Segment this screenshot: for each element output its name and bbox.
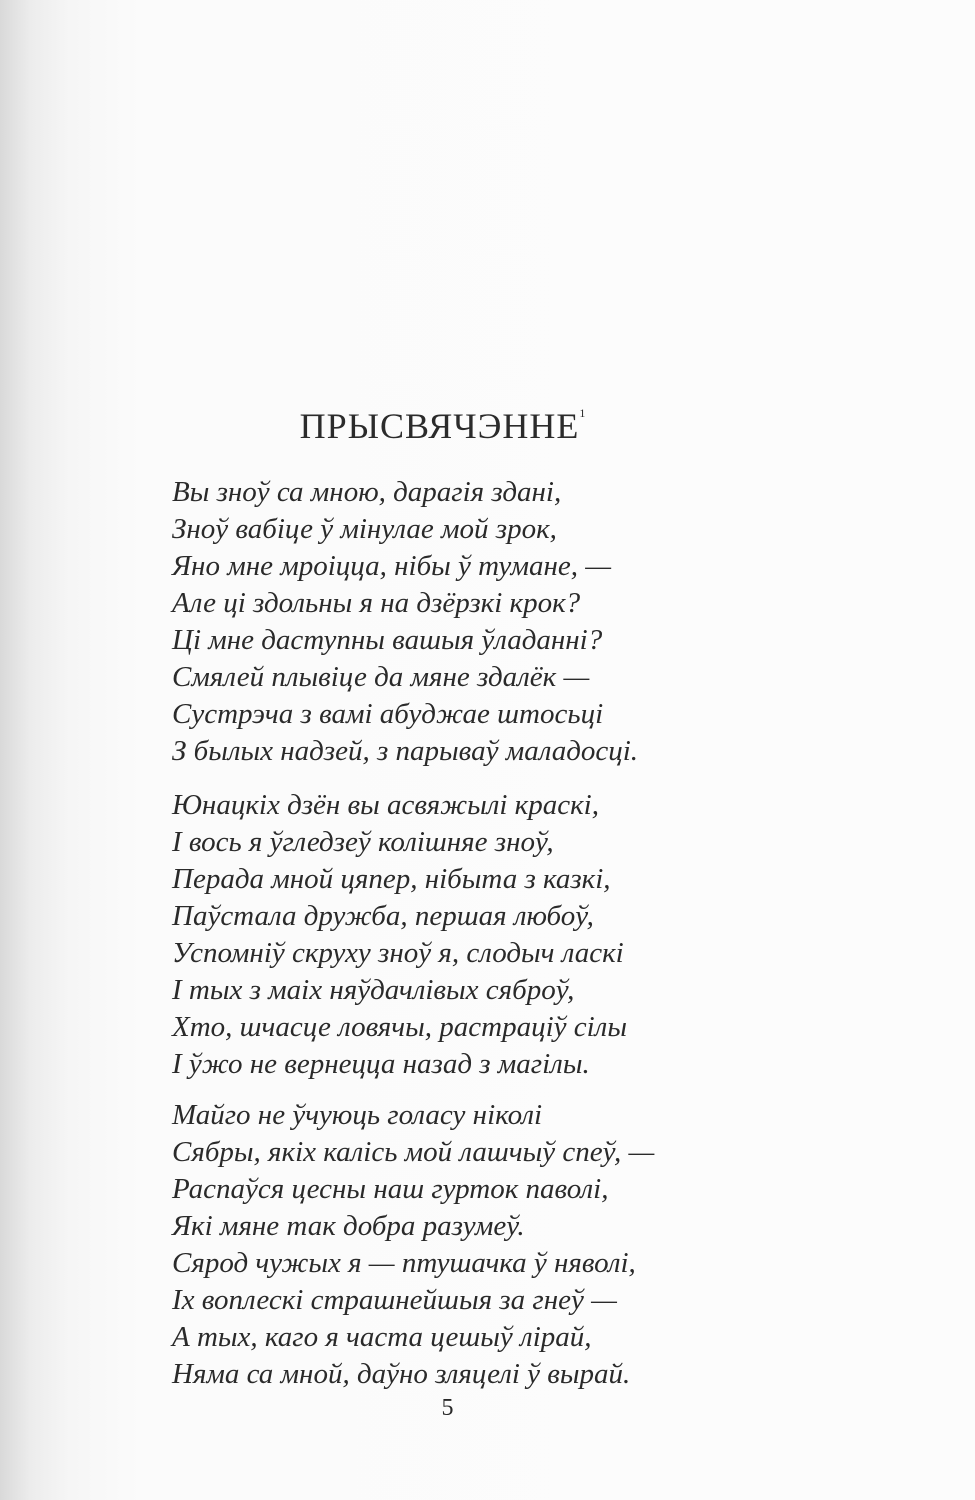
poem-line: Распаўся цесны наш гурток паволі, <box>172 1173 609 1205</box>
poem-line: Смялей плывіце да мяне здалёк — <box>172 661 590 693</box>
poem-line: І тых з маіх няўдачлівых сяброў, <box>172 974 575 1006</box>
poem-line: Яно мне мроіцца, нібы ў тумане, — <box>172 550 612 582</box>
poem-line: І вось я ўгледзеў колішняе зноў, <box>172 826 554 858</box>
poem-line: Сябры, якіх калісь мой лашчыў спеў, — <box>172 1136 655 1168</box>
poem-line: Вы зноў са мною, дарагія здані, <box>172 476 562 508</box>
poem-line: Паўстала дружба, першая любоў, <box>172 900 594 932</box>
poem-title-text: ПРЫСВЯЧЭННЕ <box>299 406 580 446</box>
poem-line: Ці мне даступны вашыя ўладанні? <box>172 624 603 656</box>
stanza-2 <box>172 787 872 1083</box>
poem-line: Перада мной цяпер, нібыта з казкі, <box>172 863 611 895</box>
poem-line: Юнацкіх дзён вы асвяжылі краскі, <box>172 789 599 821</box>
page-number: 5 <box>441 1395 454 1421</box>
stanza-1 <box>172 474 872 770</box>
poem-line: Іх воплескі страшнейшыя за гнеў — <box>172 1284 617 1316</box>
poem-line: Але ці здольны я на дзёрзкі крок? <box>172 587 581 619</box>
poem-line: Няма са мной, даўно зляцелі ў вырай. <box>172 1358 631 1390</box>
poem-line: І ўжо не вернецца назад з магілы. <box>172 1048 590 1080</box>
poem-line: Які мяне так добра разумеў. <box>172 1210 525 1242</box>
poem-title <box>0 405 885 447</box>
footnote-mark: 1 <box>579 406 586 420</box>
poem-line: Сярод чужых я — птушачка ў няволі, <box>172 1247 636 1279</box>
poem-line: Хто, шчасце ловячы, растраціў сілы <box>172 1011 627 1043</box>
poem-line: Сустрэча з вамі абуджае штосьці <box>172 698 604 730</box>
stanza-3 <box>172 1097 872 1393</box>
poem-line: З былых надзей, з парываў маладосці. <box>172 735 639 767</box>
poem-line: Зноў вабіце ў мінулае мой зрок, <box>172 513 557 545</box>
poem-line: Успомніў скруху зноў я, слодыч ласкі <box>172 937 624 969</box>
poem-line: А тых, каго я часта цешыў лірай, <box>172 1321 592 1353</box>
poem-line: Майго не ўчуюць голасу ніколі <box>172 1099 543 1131</box>
